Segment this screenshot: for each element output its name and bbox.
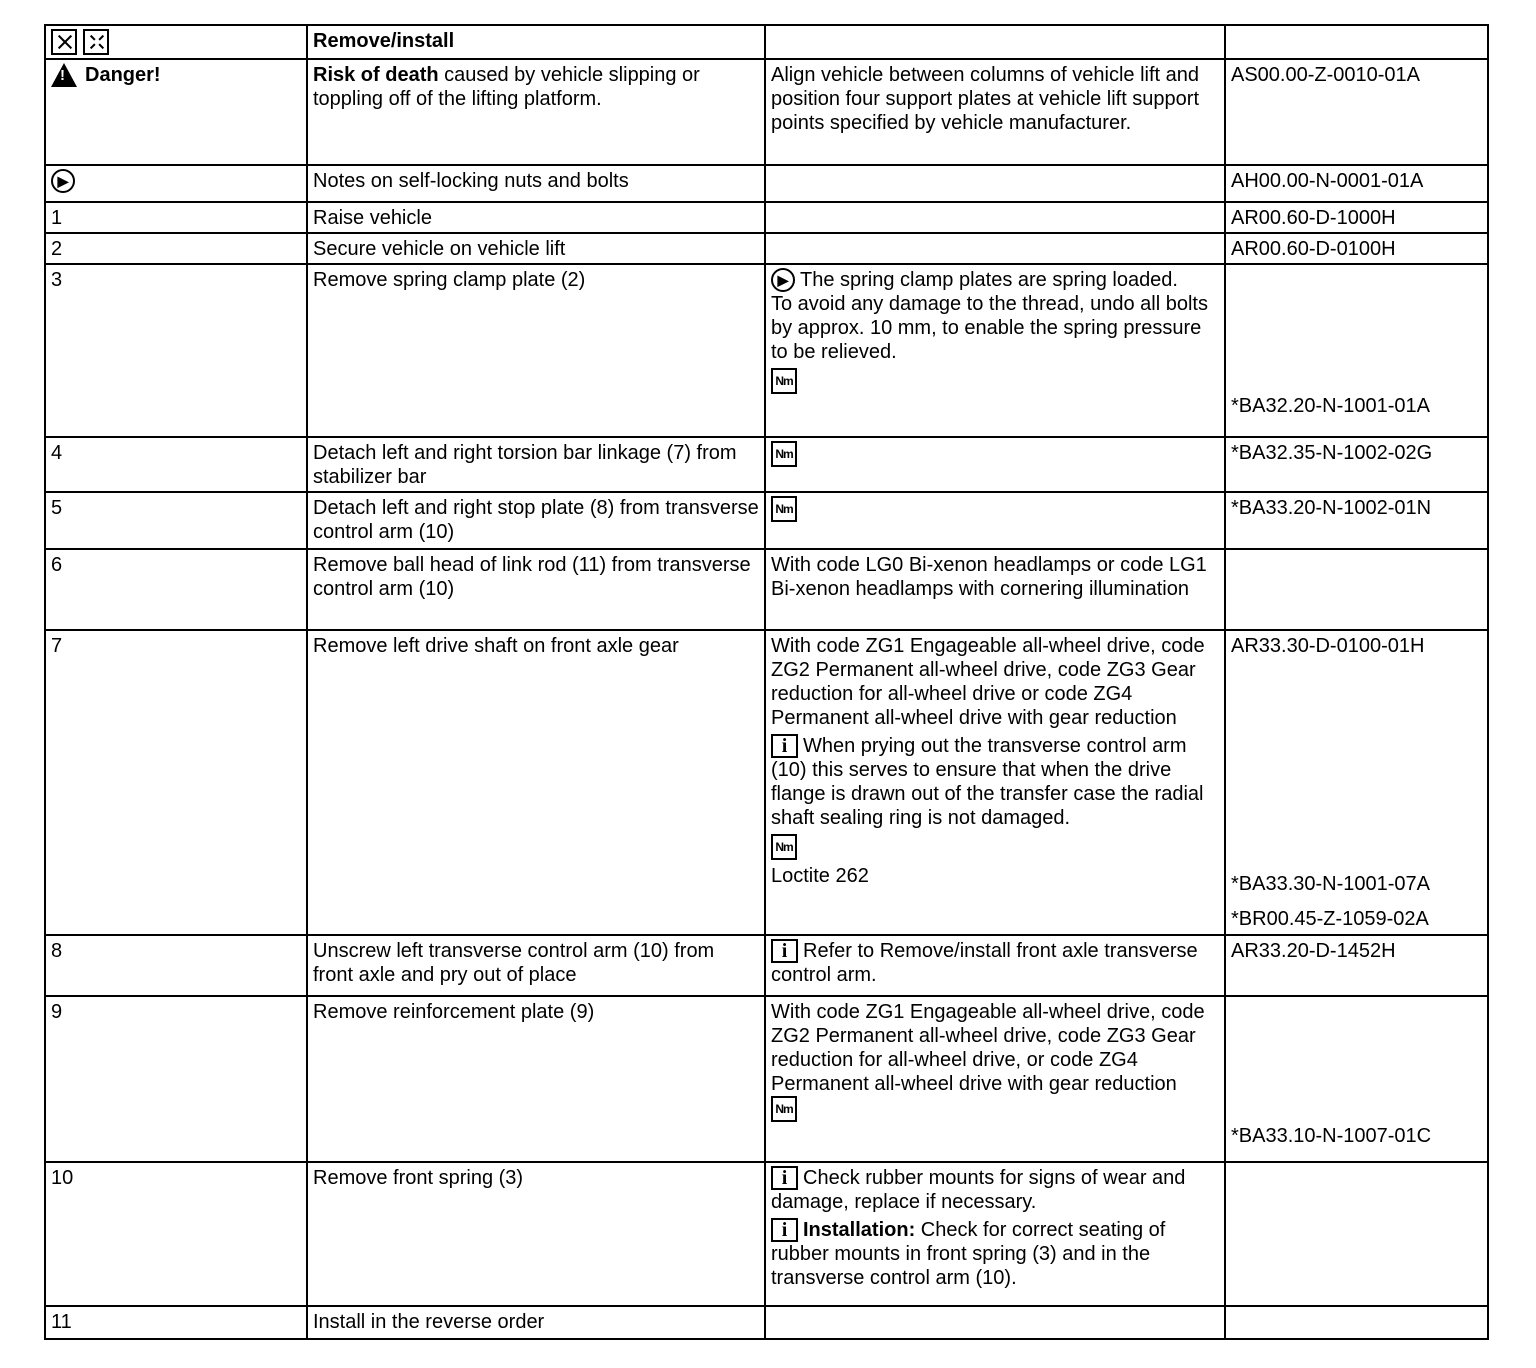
table-row — [45, 935, 1488, 996]
table-row — [45, 996, 1488, 1162]
step-text: Remove front spring (3) — [307, 1162, 765, 1306]
step-number: 10 — [45, 1162, 307, 1306]
step-number: 4 — [45, 437, 307, 492]
step-text: Detach left and right stop plate (8) from transverse control arm (10) — [307, 492, 765, 549]
table-row — [45, 492, 1488, 549]
table-row — [45, 264, 1488, 437]
table-row — [45, 1306, 1488, 1339]
step-text: Remove reinforcement plate (9) — [307, 996, 765, 1162]
step-ref[interactable]: *BA33.10-N-1007-01C — [1231, 1125, 1432, 1147]
table-row — [45, 549, 1488, 630]
expand-icon[interactable] — [51, 29, 77, 55]
step-number: 6 — [45, 549, 307, 630]
step-info-note: Check for correct seating of rubber mounts in front spring (3) and in the transverse control arm (10). — [771, 1219, 1166, 1289]
danger-ref[interactable]: AS00.00-Z-0010-01A — [1225, 59, 1488, 165]
risk-text: caused by vehicle slipping or toppling off of the lifting platform. — [313, 64, 700, 110]
installation-label: Installation: — [803, 1219, 916, 1241]
step-number: 3 — [45, 264, 307, 437]
step-info-note: When prying out the transverse control arm (10) this serves to ensure that when the drive flange is drawn out of the transfer case the radial shaft sealing ring is not damaged. — [771, 735, 1204, 829]
step-number: 9 — [45, 996, 307, 1162]
step-text: Detach left and right torsion bar linkage (7) from stabilizer bar — [307, 437, 765, 492]
step-number: 2 — [45, 233, 307, 264]
note-line: by approx. 10 mm, to enable the spring pressure to be relieved. — [771, 317, 1202, 363]
info-icon: i — [771, 1218, 798, 1242]
step-number: 1 — [45, 202, 307, 233]
step-number: 5 — [45, 492, 307, 549]
table-row — [45, 437, 1488, 492]
step-ref[interactable]: *BA32.20-N-1001-01A — [1231, 395, 1431, 417]
step-note: With code LG0 Bi-xenon headlamps or code LG1 Bi-xenon headlamps with cornering illumination — [765, 549, 1225, 630]
step-text: Install in the reverse order — [307, 1306, 765, 1339]
info-icon: i — [771, 939, 798, 963]
danger-row — [45, 59, 1488, 165]
note-line: To avoid any damage to the thread, undo all bolts — [771, 293, 1208, 315]
note-circle-icon: ▶ — [51, 169, 75, 193]
step-text: Remove ball head of link rod (11) from transverse control arm (10) — [307, 549, 765, 630]
notes-ref[interactable]: AH00.00-N-0001-01A — [1225, 165, 1488, 202]
section-title: Remove/install — [307, 25, 765, 59]
procedure-document — [44, 24, 1487, 1340]
info-icon: i — [771, 1166, 798, 1190]
step-ref[interactable]: *BA33.20-N-1002-01N — [1225, 492, 1488, 549]
step-text: Remove spring clamp plate (2) — [307, 264, 765, 437]
step-ref[interactable]: *BA32.35-N-1002-02G — [1225, 437, 1488, 492]
info-icon: i — [771, 734, 798, 758]
danger-note: Align vehicle between columns of vehicle lift and position four support plates at vehicle lift support points specified by vehicle manufacturer. — [765, 59, 1225, 165]
step-ref[interactable]: AR33.20-D-1452H — [1225, 935, 1488, 996]
step-ref-loctite[interactable]: *BR00.45-Z-1059-02A — [1231, 908, 1429, 930]
step-code-note: With code ZG1 Engageable all-wheel drive, code ZG2 Permanent all-wheel drive, code ZG3 Gear reduction for all-wheel drive or code ZG4 Permanent all-wheel drive with gear reduction — [771, 635, 1205, 729]
step-code-note: With code ZG1 Engageable all-wheel drive, code ZG2 Permanent all-wheel drive, code ZG3 Gear reduction for all-wheel drive, or code ZG4 Permanent all-wheel drive with gear reduction — [771, 1001, 1205, 1095]
step-text: Secure vehicle on vehicle lift — [307, 233, 765, 264]
header-row — [45, 25, 1488, 59]
collapse-icon[interactable] — [83, 29, 109, 55]
risk-bold: Risk of death — [313, 64, 439, 86]
torque-nm-icon[interactable]: Nm — [771, 834, 797, 860]
step-text: Unscrew left transverse control arm (10) from front axle and pry out of place — [307, 935, 765, 996]
step-info-note: Check rubber mounts for signs of wear and damage, replace if necessary. — [771, 1167, 1186, 1213]
notes-row — [45, 165, 1488, 202]
note-line: The spring clamp plates are spring loaded. — [800, 269, 1178, 291]
step-ref-nm[interactable]: *BA33.30-N-1001-07A — [1231, 873, 1431, 895]
procedure-table — [44, 24, 1489, 1340]
torque-nm-icon[interactable]: Nm — [771, 1096, 797, 1122]
step-number: 11 — [45, 1306, 307, 1339]
step-number: 7 — [45, 630, 307, 935]
loctite-note: Loctite 262 — [771, 865, 869, 887]
warning-triangle-icon — [51, 63, 77, 87]
table-row — [45, 202, 1488, 233]
torque-nm-icon[interactable]: Nm — [771, 368, 797, 394]
danger-label: Danger! — [85, 64, 161, 86]
step-text: Raise vehicle — [307, 202, 765, 233]
table-row — [45, 630, 1488, 935]
step-text: Remove left drive shaft on front axle gear — [307, 630, 765, 935]
table-row — [45, 1162, 1488, 1306]
step-number: 8 — [45, 935, 307, 996]
step-info-note: Refer to Remove/install front axle transverse control arm. — [771, 940, 1198, 986]
torque-nm-icon[interactable]: Nm — [771, 441, 797, 467]
note-circle-icon: ▶ — [771, 268, 795, 292]
step-ref[interactable]: AR00.60-D-0100H — [1225, 233, 1488, 264]
table-row — [45, 233, 1488, 264]
step-ref[interactable]: AR00.60-D-1000H — [1225, 202, 1488, 233]
torque-nm-icon[interactable]: Nm — [771, 496, 797, 522]
step-ref[interactable]: AR33.30-D-0100-01H — [1231, 635, 1425, 657]
notes-text: Notes on self-locking nuts and bolts — [307, 165, 765, 202]
